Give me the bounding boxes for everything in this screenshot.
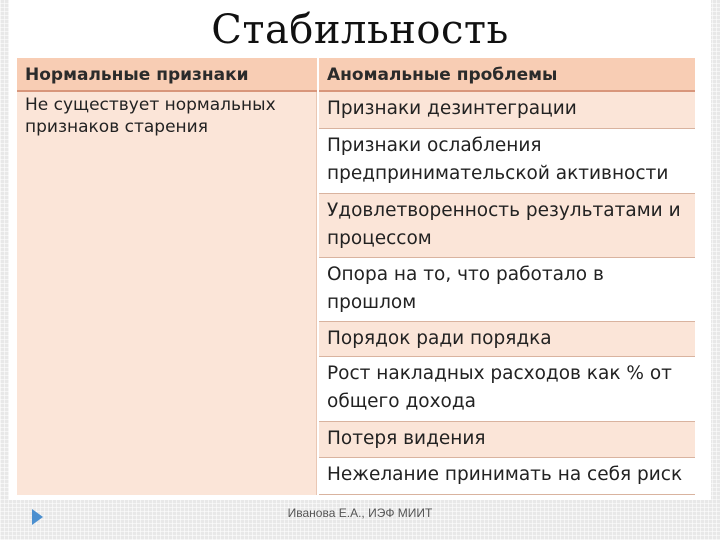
header-normal-signs: Нормальные признаки	[17, 58, 317, 92]
normal-signs-text: Не существует нормальных признаков старения	[25, 95, 276, 137]
problem-row: Рост накладных расходов как % от общего дохода	[319, 357, 695, 422]
problem-row: Порядок ради порядка	[319, 322, 695, 357]
slide	[9, 0, 711, 500]
problem-row: Признаки дезинтеграции	[319, 92, 695, 129]
comparison-table	[17, 58, 715, 495]
footer-author: Иванова Е.А., ИЭФ МИИТ	[287, 506, 433, 520]
header-abnormal-problems: Аномальные проблемы	[319, 58, 695, 92]
problem-row: Опора на то, что работало в прошлом	[319, 258, 695, 322]
problem-row: Удовлетворенность результатами и процессом	[319, 194, 695, 258]
column-divider	[317, 58, 319, 495]
normal-signs-cell	[17, 92, 317, 495]
footer	[0, 500, 720, 540]
problem-row: Признаки ослабления предпринимательской активности	[319, 129, 695, 194]
problem-row: Потеря видения	[319, 422, 695, 458]
slide-title: Стабильность	[211, 7, 509, 53]
problem-row: Нежелание принимать на себя риск	[319, 458, 695, 495]
